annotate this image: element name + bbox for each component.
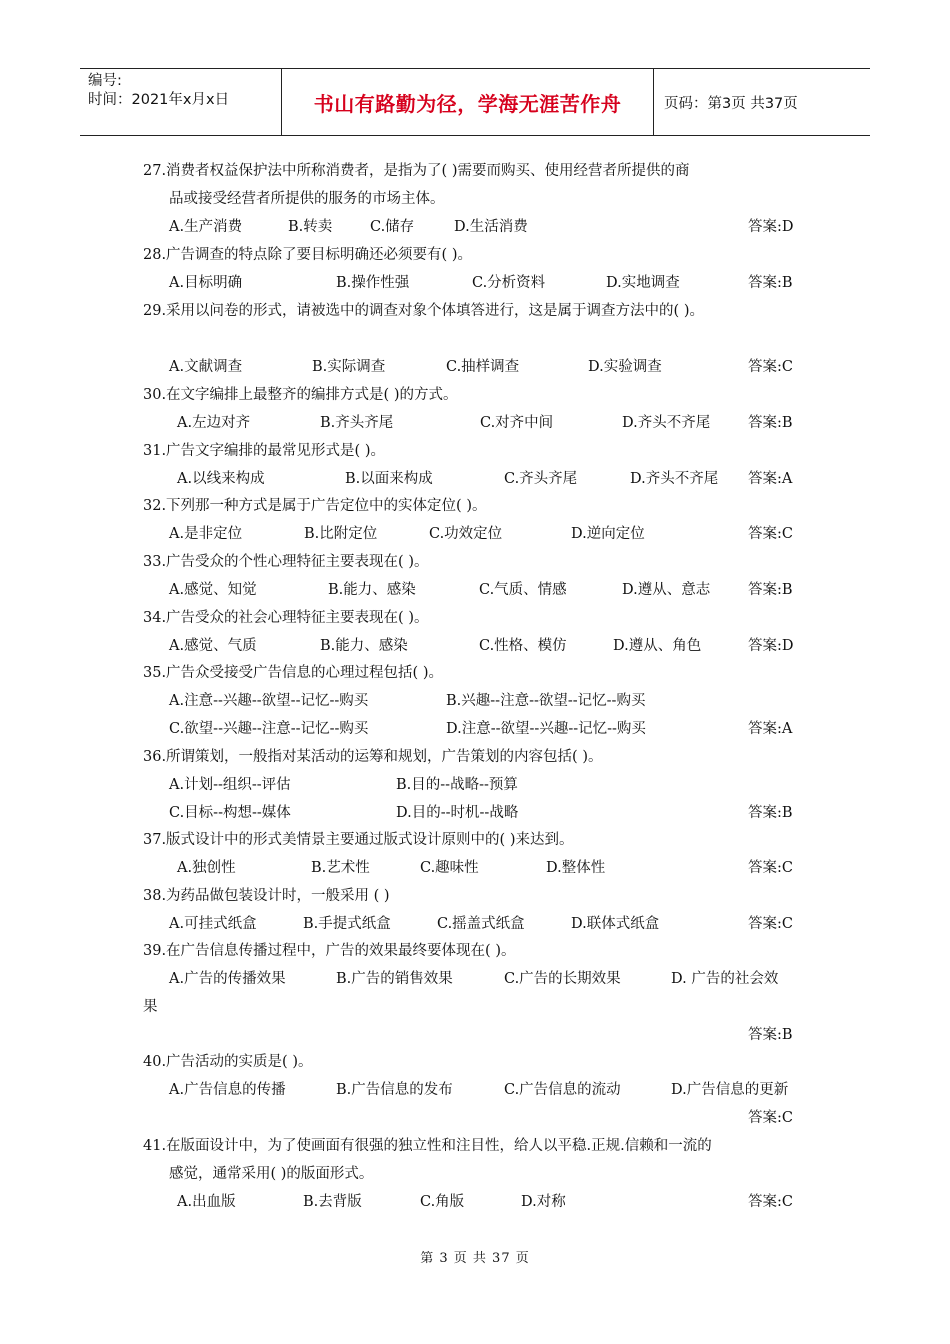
option: D.实验调查 [588,359,662,375]
answer: 答案:D [748,638,794,654]
answer: 答案:B [748,415,793,431]
answer: 答案:B [748,805,793,821]
option: A.可挂式纸盒 [169,916,257,932]
answer: 答案:C [748,359,793,375]
option: A.独创性 [177,860,236,876]
option: C.摇盖式纸盒 [437,916,525,932]
option: B.比附定位 [304,526,378,542]
option: B.艺术性 [311,860,370,876]
question-text: 38.为药品做包装设计时，一般采用 ( ) [143,888,390,904]
answer: 答案:D [748,219,794,235]
option: A.感觉、气质 [169,638,257,654]
option: D.齐头不齐尾 [622,415,711,431]
option: A.出血版 [177,1194,236,1210]
option: A.计划--组织--评估 [169,777,291,793]
option: D.目的--时机--战略 [396,805,519,821]
question-text: 29.采用以问卷的形式，请被选中的调查对象个体填答进行，这是属于调查方法中的( )。 [143,303,704,319]
option: B.操作性强 [336,275,410,291]
question-text: 37.版式设计中的形式美情景主要通过版式设计原则中的( )来达到。 [143,832,574,848]
option: C.分析资料 [472,275,546,291]
option: B.以面来构成 [345,471,433,487]
question-text: 35.广告众受接受广告信息的心理过程包括( )。 [143,665,443,681]
option: C.目标--构想--媒体 [169,805,291,821]
answer: 答案:B [748,275,793,291]
option: B.去背版 [303,1194,362,1210]
option: D.实地调查 [606,275,680,291]
answer: 答案:C [748,1194,793,1210]
option: C.趣味性 [420,860,479,876]
page-info: 页码：第3页 共37页 [664,95,798,112]
option: D.注意--欲望--兴趣--记忆--购买 [446,721,646,737]
option: B.能力、感染 [320,638,408,654]
option: A.左边对齐 [177,415,251,431]
page-footer: 第 3 页 共 37 页 [420,1251,530,1266]
option: A.感觉、知觉 [169,582,257,598]
question-text: 34.广告受众的社会心理特征主要表现在( )。 [143,610,429,626]
question-text: 36.所谓策划，一般指对某活动的运筹和规划，广告策划的内容包括( )。 [143,749,603,765]
answer: 答案:C [748,526,793,542]
option: B.广告信息的发布 [336,1082,453,1098]
option: D.生活消费 [454,219,528,235]
question-text: 40.广告活动的实质是( )。 [143,1054,313,1070]
answer: 答案:B [748,582,793,598]
time-label: 时间：2021年x月x日 [88,92,230,108]
option: D.逆向定位 [571,526,645,542]
answer: 答案:C [748,916,793,932]
option: A.文献调查 [169,359,243,375]
question-text: 32.下列那一种方式是属于广告定位中的实体定位( )。 [143,498,487,514]
option: B.实际调查 [312,359,386,375]
question-text: 品或接受经营者所提供的服务的市场主体。 [169,191,445,207]
question-text: 39.在广告信息传播过程中，广告的效果最终要体现在( )。 [143,943,516,959]
option: C.广告的长期效果 [504,971,621,987]
option: B.广告的销售效果 [336,971,453,987]
option: D.遵从、意志 [622,582,711,598]
option: A.目标明确 [169,275,243,291]
option: A.生产消费 [169,219,243,235]
option: A.以线来构成 [177,471,265,487]
option: A.注意--兴趣--欲望--记忆--购买 [169,693,369,709]
option: A.广告的传播效果 [169,971,286,987]
answer: 答案:C [748,1110,793,1126]
option: D.整体性 [546,860,606,876]
question-text: 33.广告受众的个性心理特征主要表现在( )。 [143,554,429,570]
option: C.抽样调查 [446,359,520,375]
option: A.是非定位 [169,526,243,542]
option: B.兴趣--注意--欲望--记忆--购买 [446,693,646,709]
option: D.联体式纸盒 [571,916,660,932]
question-text: 27.消费者权益保护法中所称消费者，是指为了( )需要而购买、使用经营者所提供的商 [143,163,690,179]
option: C.齐头齐尾 [504,471,578,487]
option: C.储存 [370,219,415,235]
question-text: 31.广告文字编排的最常见形式是( )。 [143,443,385,459]
option: B.目的--战略--预算 [396,777,518,793]
option: B.齐头齐尾 [320,415,394,431]
question-text: 30.在文字编排上最整齐的编排方式是( )的方式。 [143,387,458,403]
option: D.齐头不齐尾 [630,471,719,487]
question-text: 28.广告调查的特点除了要目标明确还必须要有( )。 [143,247,472,263]
option: C.气质、情感 [479,582,567,598]
option: D. 广告的社会效 [671,971,779,987]
question-text: 感觉，通常采用( )的版面形式。 [169,1166,374,1182]
answer: 答案:B [748,1027,793,1043]
option: B.手提式纸盒 [303,916,391,932]
option: C.广告信息的流动 [504,1082,621,1098]
code-label: 编号: [88,73,122,89]
answer: 答案:A [748,471,793,487]
option: D.对称 [521,1194,566,1210]
answer: 答案:A [748,721,793,737]
question-text: 41.在版面设计中，为了使画面有很强的独立性和注目性，给人以平稳.正规.信赖和一流的 [143,1138,712,1154]
option: D.遵从、角色 [613,638,702,654]
answer: 答案:C [748,860,793,876]
motto: 书山有路勤为径，学海无涯苦作舟 [282,69,654,135]
option: C.欲望--兴趣--注意--记忆--购买 [169,721,369,737]
option: C.对齐中间 [480,415,554,431]
option: C.角版 [420,1194,465,1210]
option: C.性格、模仿 [479,638,567,654]
option: C.功效定位 [429,526,503,542]
option: B.转卖 [288,219,333,235]
option: D.广告信息的更新 [671,1082,789,1098]
option: B.能力、感染 [328,582,416,598]
option-continuation: 果 [143,999,158,1015]
option: A.广告信息的传播 [169,1082,286,1098]
